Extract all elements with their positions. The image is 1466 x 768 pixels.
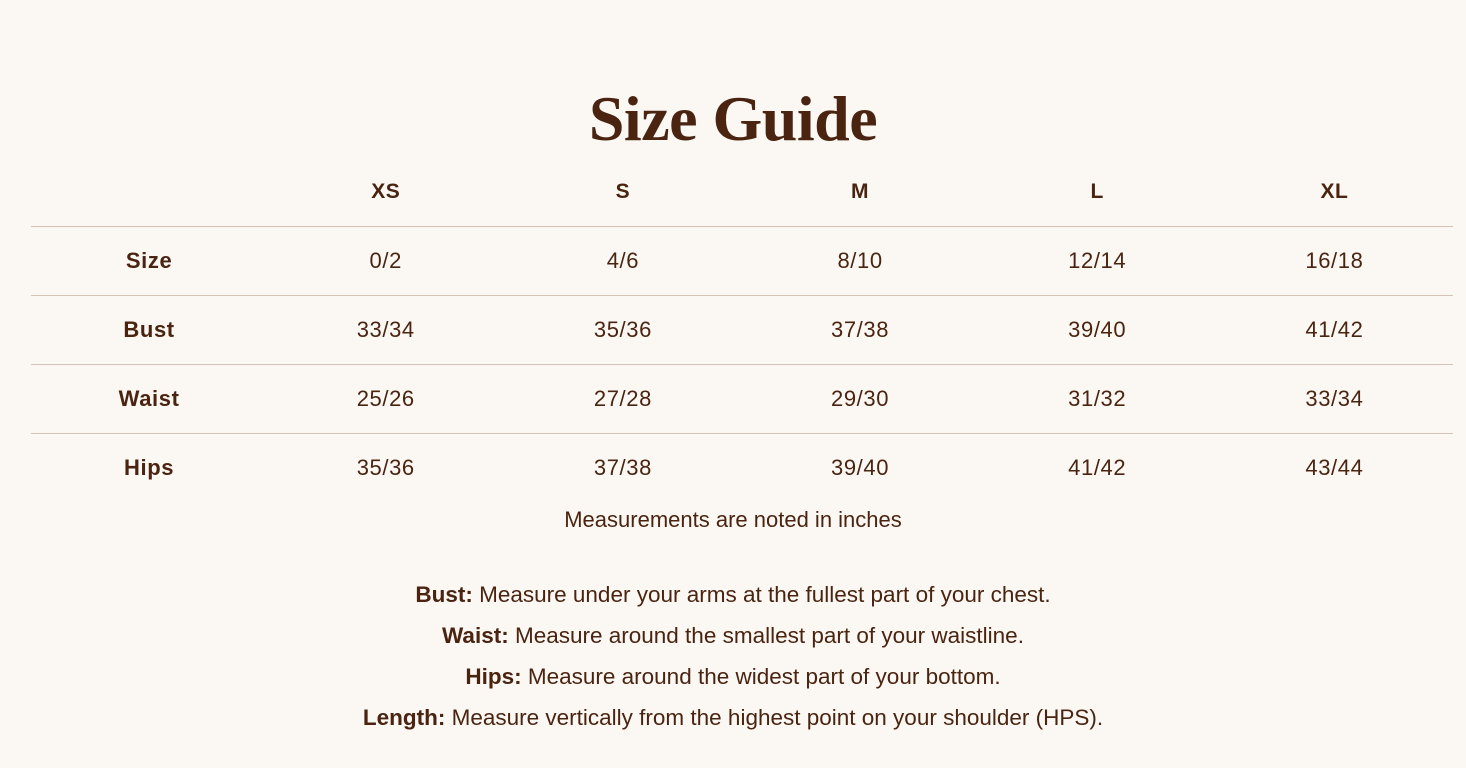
definition-term: Hips: [465, 664, 522, 689]
header-xl: XL [1320, 180, 1349, 203]
table-cell: 37/38 [831, 317, 890, 342]
header-empty-cell [31, 158, 267, 227]
row-label: Waist [118, 386, 180, 411]
measurement-unit-note: Measurements are noted in inches [564, 507, 902, 532]
measurement-definitions [0, 576, 1466, 740]
header-s: S [615, 180, 631, 203]
table-cell: 25/26 [356, 386, 415, 411]
table-cell: 4/6 [606, 248, 640, 273]
definition-hips [0, 658, 1466, 699]
table-cell: 43/44 [1305, 455, 1364, 480]
table-cell: 41/42 [1068, 455, 1127, 480]
definition-text: Measure vertically from the highest point on your shoulder (HPS). [445, 705, 1104, 730]
table-row-waist [31, 365, 1453, 434]
row-label: Bust [123, 317, 175, 342]
page-title: Size Guide [588, 82, 878, 154]
table-cell: 33/34 [356, 317, 415, 342]
table-row-size [31, 227, 1453, 296]
header-l: L [1090, 180, 1104, 203]
table-cell: 39/40 [1068, 317, 1127, 342]
table-row-hips [31, 434, 1453, 503]
table-cell: 35/36 [593, 317, 652, 342]
table-cell: 35/36 [356, 455, 415, 480]
definition-waist [0, 617, 1466, 658]
definition-term: Length: [362, 705, 446, 730]
definition-bust [0, 576, 1466, 617]
definition-text: Measure around the widest part of your bottom. [521, 664, 1001, 689]
table-cell: 27/28 [593, 386, 652, 411]
table-cell: 41/42 [1305, 317, 1364, 342]
definition-text: Measure around the smallest part of your waistline. [508, 623, 1024, 648]
table-cell: 0/2 [369, 248, 402, 273]
row-label: Size [125, 248, 173, 273]
table-cell: 31/32 [1068, 386, 1127, 411]
table-cell: 33/34 [1305, 386, 1364, 411]
definition-text: Measure under your arms at the fullest part of your chest. [472, 582, 1051, 607]
definition-term: Bust: [415, 582, 473, 607]
definition-length [0, 699, 1466, 740]
table-row-bust [31, 296, 1453, 365]
table-cell: 37/38 [593, 455, 652, 480]
table-cell: 16/18 [1305, 248, 1364, 273]
table-cell: 29/30 [831, 386, 890, 411]
size-chart-table [31, 158, 1453, 502]
table-header-row [31, 158, 1453, 227]
header-m: M [851, 180, 870, 203]
row-label: Hips [124, 455, 175, 480]
table-cell: 8/10 [837, 248, 883, 273]
header-xs: XS [371, 180, 401, 203]
definition-term: Waist: [442, 623, 509, 648]
table-cell: 12/14 [1068, 248, 1127, 273]
table-cell: 39/40 [831, 455, 890, 480]
